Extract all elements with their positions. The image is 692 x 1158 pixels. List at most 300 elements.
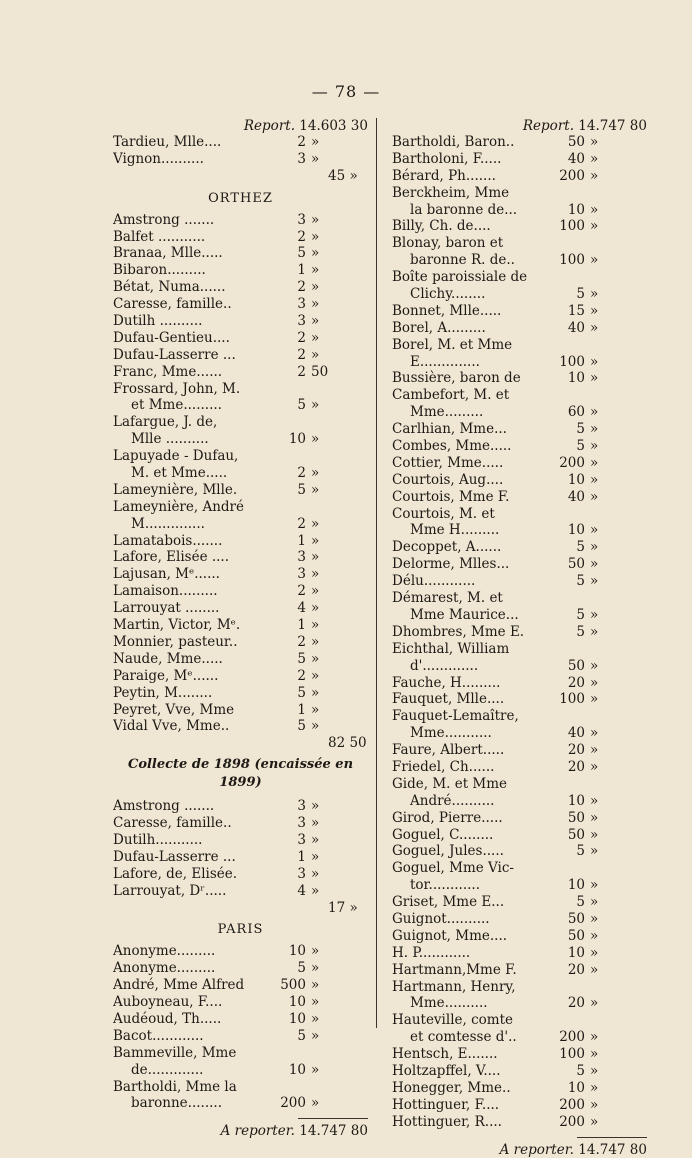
donation-row <box>113 397 368 414</box>
amount-centimes: » <box>590 877 599 894</box>
amount-francs: 2 <box>297 583 306 600</box>
donation-row <box>113 883 368 900</box>
donation-row <box>392 168 647 185</box>
amount-francs: 10 <box>288 431 306 448</box>
donor-name: de............. <box>131 1061 204 1078</box>
donation-row <box>392 675 647 692</box>
donor-name: Lafore, Elisée .... <box>113 549 230 566</box>
donor-name: Dhombres, Mme E. <box>392 623 525 640</box>
donation-row <box>392 894 647 911</box>
donor-name: Martin, Victor, Mᵉ. <box>113 617 241 634</box>
amount-francs: 5 <box>297 718 306 735</box>
donor-name: Bérard, Ph....... <box>392 167 496 184</box>
amount-francs: 3 <box>297 831 306 848</box>
donation-row <box>113 668 368 685</box>
donor-name: Bartholdi, Mme la <box>113 1078 237 1095</box>
donor-name: Mme Maurice... <box>410 606 519 623</box>
donor-name: Mme......... <box>410 404 484 421</box>
donor-name: Decoppet, A...... <box>392 539 502 556</box>
right-footer-label: A reporter. <box>499 1141 574 1158</box>
donor-name: Mme........... <box>410 725 492 742</box>
amount-francs: 2 <box>297 465 306 482</box>
donor-name: Borel, A......... <box>392 319 486 336</box>
amount-centimes: » <box>590 1096 599 1113</box>
donation-row <box>392 725 647 742</box>
amount-centimes: » <box>311 994 320 1011</box>
donation-row <box>392 860 647 877</box>
donor-name: Hentsch, E....... <box>392 1046 498 1063</box>
left-subtotal-3: 17 » <box>328 899 358 916</box>
amount-centimes: » <box>590 370 599 387</box>
donor-name: Delorme, Mlles... <box>392 556 510 573</box>
donation-row <box>113 994 368 1011</box>
right-column <box>392 118 647 1158</box>
donation-row <box>392 1029 647 1046</box>
donation-row <box>392 252 647 269</box>
amount-centimes: » <box>590 134 599 150</box>
amount-centimes: » <box>311 228 320 245</box>
donation-row <box>113 296 368 313</box>
amount-francs: 200 <box>559 454 585 471</box>
donation-row <box>392 404 647 421</box>
donor-name: Dutilh .......... <box>113 313 203 330</box>
donation-row <box>392 1063 647 1080</box>
donor-name: Boîte paroissiale de <box>392 269 528 286</box>
donation-row <box>392 1046 647 1063</box>
amount-francs: 1 <box>297 617 306 634</box>
donor-name: Paraige, Mᵉ...... <box>113 667 219 684</box>
amount-centimes: » <box>311 617 320 634</box>
amount-centimes: » <box>590 657 599 674</box>
amount-francs: 5 <box>297 397 306 414</box>
donation-row <box>392 354 647 371</box>
donation-row <box>113 832 368 849</box>
amount-centimes: » <box>590 556 599 573</box>
amount-francs: 3 <box>297 566 306 583</box>
donor-name: Caresse, famille.. <box>113 815 232 832</box>
donor-name: Amstrong ....... <box>113 798 215 815</box>
collecte-title: Collecte de 1898 (encaissée en 1899) <box>127 757 354 791</box>
donor-name: Délu............ <box>392 573 476 590</box>
donor-name: Mme H......... <box>410 522 500 539</box>
donation-row <box>113 583 368 600</box>
donor-name: Lameynière, Mlle. <box>113 481 238 498</box>
amount-centimes: » <box>590 454 599 471</box>
amount-centimes: 50 <box>311 363 329 380</box>
donation-row <box>113 1079 368 1096</box>
donation-row <box>113 1062 368 1079</box>
donation-row <box>113 1028 368 1045</box>
left-report-line <box>113 118 368 134</box>
donor-name: Griset, Mme E... <box>392 894 505 911</box>
donor-name: Carlhian, Mme... <box>392 421 507 438</box>
donor-name: Combes, Mme..... <box>392 438 512 455</box>
donor-name: Fauche, H......... <box>392 674 501 691</box>
amount-centimes: » <box>590 522 599 539</box>
right-entries <box>392 134 647 1131</box>
donation-row <box>392 877 647 894</box>
amount-francs: 10 <box>567 522 585 539</box>
right-footer <box>392 1142 647 1158</box>
donor-name: Fauquet, Mlle.... <box>392 691 505 708</box>
donation-row <box>392 472 647 489</box>
amount-francs: 10 <box>567 944 585 961</box>
amount-francs: 10 <box>288 943 306 960</box>
donor-name: Goguel, C........ <box>392 826 494 843</box>
amount-centimes: » <box>311 943 320 960</box>
donor-name: Lameynière, André <box>113 498 244 515</box>
amount-centimes: » <box>590 1046 599 1063</box>
amount-francs: 200 <box>280 1095 306 1112</box>
amount-francs: 200 <box>559 1113 585 1130</box>
donor-name: Courtois, M. et <box>392 505 495 522</box>
donation-row <box>392 151 647 168</box>
donor-name: Larrouyat, Dʳ..... <box>113 882 227 899</box>
amount-centimes: » <box>590 353 599 370</box>
amount-centimes: » <box>590 1062 599 1079</box>
amount-centimes: » <box>311 1061 320 1078</box>
donor-name: Dufau-Gentieu.... <box>113 329 230 346</box>
amount-francs: 10 <box>288 994 306 1011</box>
left-report-label: Report. <box>243 118 295 134</box>
amount-francs: 5 <box>576 606 585 623</box>
donation-row <box>392 742 647 759</box>
donation-row <box>392 759 647 776</box>
left-subtotal-1: 45 » <box>328 167 358 184</box>
amount-francs: 50 <box>567 927 585 944</box>
amount-francs: 40 <box>567 725 585 742</box>
amount-francs: 100 <box>559 252 585 269</box>
amount-francs: 2 <box>297 134 306 150</box>
amount-centimes: » <box>590 319 599 336</box>
amount-francs: 5 <box>576 1062 585 1079</box>
donor-name: Honegger, Mme.. <box>392 1079 511 1096</box>
amount-centimes: » <box>311 431 320 448</box>
amount-centimes: » <box>590 471 599 488</box>
amount-francs: 5 <box>576 623 585 640</box>
right-report-total: 14.747 80 <box>578 118 647 134</box>
donation-row <box>113 330 368 347</box>
amount-francs: 5 <box>297 1027 306 1044</box>
amount-centimes: » <box>311 1095 320 1112</box>
donor-name: Clichy........ <box>410 286 486 303</box>
amount-francs: 20 <box>567 742 585 759</box>
amount-centimes: » <box>311 650 320 667</box>
donor-name: tor............ <box>410 877 481 894</box>
donor-name: Lapuyade - Dufau, <box>113 448 239 465</box>
amount-francs: 3 <box>297 865 306 882</box>
amount-centimes: » <box>311 532 320 549</box>
donation-row <box>113 634 368 651</box>
left-report-total: 14.603 30 <box>299 118 368 134</box>
donation-row <box>392 438 647 455</box>
donor-name: Lafargue, J. de, <box>113 414 218 431</box>
donor-name: Courtois, Aug.... <box>392 471 504 488</box>
amount-centimes: » <box>590 167 599 184</box>
amount-francs: 1 <box>297 848 306 865</box>
donor-name: Caresse, famille.. <box>113 296 232 313</box>
donor-name: Gide, M. et Mme <box>392 775 508 792</box>
amount-francs: 2 <box>297 363 306 380</box>
amount-francs: 200 <box>559 1029 585 1046</box>
donation-row <box>113 414 368 431</box>
donation-row <box>113 533 368 550</box>
amount-francs: 5 <box>297 684 306 701</box>
donation-row <box>392 995 647 1012</box>
amount-centimes: » <box>590 995 599 1012</box>
amount-francs: 4 <box>297 600 306 617</box>
donation-row <box>113 798 368 815</box>
amount-francs: 20 <box>567 995 585 1012</box>
amount-centimes: » <box>311 397 320 414</box>
donation-row <box>392 1114 647 1131</box>
donor-name: Friedel, Ch...... <box>392 758 495 775</box>
amount-centimes: » <box>590 302 599 319</box>
amount-centimes: » <box>311 329 320 346</box>
donation-row <box>392 928 647 945</box>
amount-centimes: » <box>590 809 599 826</box>
donation-row <box>392 539 647 556</box>
section-paris: PARIS <box>217 922 264 938</box>
donation-row <box>392 962 647 979</box>
amount-francs: 10 <box>288 1061 306 1078</box>
donation-row <box>392 776 647 793</box>
donor-name: Frossard, John, M. <box>113 380 241 397</box>
donor-name: Peyret, Vve, Mme <box>113 701 235 718</box>
amount-centimes: » <box>590 674 599 691</box>
donor-name: Borel, M. et Mme <box>392 336 513 353</box>
amount-centimes: » <box>311 262 320 279</box>
donor-name: Audéoud, Th..... <box>113 1010 222 1027</box>
amount-centimes: » <box>311 798 320 815</box>
amount-centimes: » <box>311 313 320 330</box>
amount-francs: 3 <box>297 296 306 313</box>
donation-row <box>392 624 647 641</box>
amount-francs: 3 <box>297 815 306 832</box>
donation-row <box>113 313 368 330</box>
donation-row <box>392 185 647 202</box>
donation-row <box>392 387 647 404</box>
donor-name: Tardieu, Mlle.... <box>113 134 222 150</box>
amount-francs: 2 <box>297 515 306 532</box>
donor-name: Hottinguer, R.... <box>392 1113 502 1130</box>
amount-centimes: » <box>590 742 599 759</box>
donor-name: Démarest, M. et <box>392 590 503 607</box>
donor-name: Lafore, de, Elisée. <box>113 865 238 882</box>
donation-row <box>392 590 647 607</box>
amount-francs: 1 <box>297 262 306 279</box>
amount-francs: 100 <box>559 218 585 235</box>
donor-name: Fauquet-Lemaître, <box>392 708 519 725</box>
donor-name: Faure, Albert..... <box>392 742 505 759</box>
donation-row <box>113 134 368 151</box>
amount-francs: 60 <box>567 404 585 421</box>
donation-row <box>113 977 368 994</box>
amount-francs: 5 <box>297 481 306 498</box>
donation-row <box>392 708 647 725</box>
donor-name: H. P............ <box>392 944 471 961</box>
amount-francs: 20 <box>567 758 585 775</box>
donor-name: Blonay, baron et <box>392 235 504 252</box>
donor-name: Girod, Pierre..... <box>392 809 503 826</box>
donor-name: d'............. <box>410 657 479 674</box>
amount-centimes: » <box>311 831 320 848</box>
amount-francs: 10 <box>567 1079 585 1096</box>
donor-name: Mlle .......... <box>131 431 209 448</box>
amount-centimes: » <box>311 481 320 498</box>
donation-row <box>392 945 647 962</box>
donation-row <box>113 702 368 719</box>
donor-name: Dufau-Lasserre ... <box>113 346 236 363</box>
amount-centimes: » <box>590 488 599 505</box>
donor-name: Holtzapffel, V.... <box>392 1062 501 1079</box>
amount-francs: 3 <box>297 549 306 566</box>
amount-centimes: » <box>311 633 320 650</box>
donation-row <box>392 979 647 996</box>
left-footer-rule <box>298 1118 368 1119</box>
donor-name: Anonyme......... <box>113 960 216 977</box>
donation-row <box>113 279 368 296</box>
donor-name: Billy, Ch. de.... <box>392 218 491 235</box>
amount-francs: 5 <box>576 438 585 455</box>
donation-row <box>392 489 647 506</box>
donor-name: Lamaison......... <box>113 583 218 600</box>
donation-row <box>392 556 647 573</box>
amount-francs: 100 <box>559 353 585 370</box>
amount-centimes: » <box>590 623 599 640</box>
amount-francs: 5 <box>576 894 585 911</box>
donation-row <box>392 573 647 590</box>
amount-centimes: » <box>311 718 320 735</box>
donor-name: Dufau-Lasserre ... <box>113 848 236 865</box>
donor-name: Guignot, Mme.... <box>392 927 508 944</box>
right-report-label: Report. <box>522 118 574 134</box>
donor-name: Larrouyat ........ <box>113 600 220 617</box>
donor-name: Bétat, Numa...... <box>113 279 226 296</box>
amount-francs: 2 <box>297 667 306 684</box>
amount-centimes: » <box>590 1079 599 1096</box>
amount-francs: 5 <box>576 539 585 556</box>
amount-centimes: » <box>590 573 599 590</box>
donation-row <box>392 691 647 708</box>
amount-francs: 15 <box>567 302 585 319</box>
donation-row <box>113 347 368 364</box>
amount-francs: 20 <box>567 961 585 978</box>
donor-name: Hottinguer, F.... <box>392 1096 500 1113</box>
amount-centimes: » <box>311 684 320 701</box>
left-top-entries <box>113 134 368 168</box>
amount-francs: 5 <box>297 245 306 262</box>
amount-francs: 40 <box>567 319 585 336</box>
donation-row <box>113 431 368 448</box>
amount-francs: 50 <box>567 134 585 150</box>
amount-francs: 40 <box>567 150 585 167</box>
left-footer-label: A reporter. <box>220 1123 295 1140</box>
donation-row <box>113 600 368 617</box>
donation-row <box>392 303 647 320</box>
amount-centimes: » <box>590 252 599 269</box>
donation-row <box>392 843 647 860</box>
amount-centimes: » <box>590 421 599 438</box>
donation-row <box>113 549 368 566</box>
donation-row <box>392 658 647 675</box>
amount-centimes: » <box>590 438 599 455</box>
donation-row <box>113 960 368 977</box>
amount-francs: 5 <box>576 286 585 303</box>
donor-name: André.......... <box>410 792 495 809</box>
amount-centimes: » <box>311 865 320 882</box>
amount-centimes: » <box>311 566 320 583</box>
donation-row <box>392 607 647 624</box>
amount-centimes: » <box>590 758 599 775</box>
amount-francs: 5 <box>297 960 306 977</box>
amount-centimes: » <box>590 539 599 556</box>
donation-row <box>113 381 368 398</box>
donation-row <box>392 641 647 658</box>
amount-centimes: » <box>311 583 320 600</box>
amount-francs: 10 <box>567 471 585 488</box>
donor-name: Hartmann, Henry, <box>392 978 516 995</box>
left-column <box>113 118 368 1139</box>
amount-centimes: » <box>311 465 320 482</box>
donor-name: Bartholoni, F..... <box>392 150 502 167</box>
donor-name: Naude, Mme..... <box>113 650 223 667</box>
donation-row <box>113 815 368 832</box>
donor-name: Goguel, Mme Vic- <box>392 860 514 877</box>
donation-row <box>113 685 368 702</box>
amount-francs: 5 <box>297 650 306 667</box>
donor-name: Berckheim, Mme <box>392 184 510 201</box>
donor-name: Eichthal, William <box>392 640 510 657</box>
amount-centimes: » <box>311 296 320 313</box>
donor-name: Bacot............ <box>113 1027 204 1044</box>
donation-row <box>392 218 647 235</box>
donation-row <box>392 421 647 438</box>
donor-name: Amstrong ....... <box>113 211 215 228</box>
amount-francs: 5 <box>576 421 585 438</box>
donor-name: M. et Mme..... <box>131 465 228 482</box>
donation-row <box>113 364 368 381</box>
amount-centimes: » <box>590 218 599 235</box>
amount-francs: 3 <box>297 798 306 815</box>
donation-row <box>113 651 368 668</box>
amount-francs: 200 <box>559 167 585 184</box>
donation-row <box>113 516 368 533</box>
donation-row <box>392 235 647 252</box>
amount-centimes: » <box>590 201 599 218</box>
column-divider <box>376 118 377 1028</box>
amount-francs: 50 <box>567 826 585 843</box>
page-number: — 78 — <box>311 82 381 101</box>
donor-name: Dutilh........... <box>113 831 203 848</box>
donor-name: Auboyneau, F.... <box>113 994 223 1011</box>
amount-francs: 2 <box>297 329 306 346</box>
amount-centimes: » <box>311 245 320 262</box>
amount-centimes: » <box>590 792 599 809</box>
donation-row <box>392 286 647 303</box>
paris-list <box>113 943 368 1112</box>
amount-francs: 10 <box>567 877 585 894</box>
amount-francs: 10 <box>567 201 585 218</box>
donation-row <box>113 151 368 168</box>
amount-centimes: » <box>311 667 320 684</box>
amount-francs: 1 <box>297 532 306 549</box>
amount-centimes: » <box>311 150 320 167</box>
amount-francs: 3 <box>297 313 306 330</box>
donor-name: Bammeville, Mme <box>113 1044 237 1061</box>
amount-centimes: » <box>311 134 320 150</box>
amount-francs: 2 <box>297 346 306 363</box>
